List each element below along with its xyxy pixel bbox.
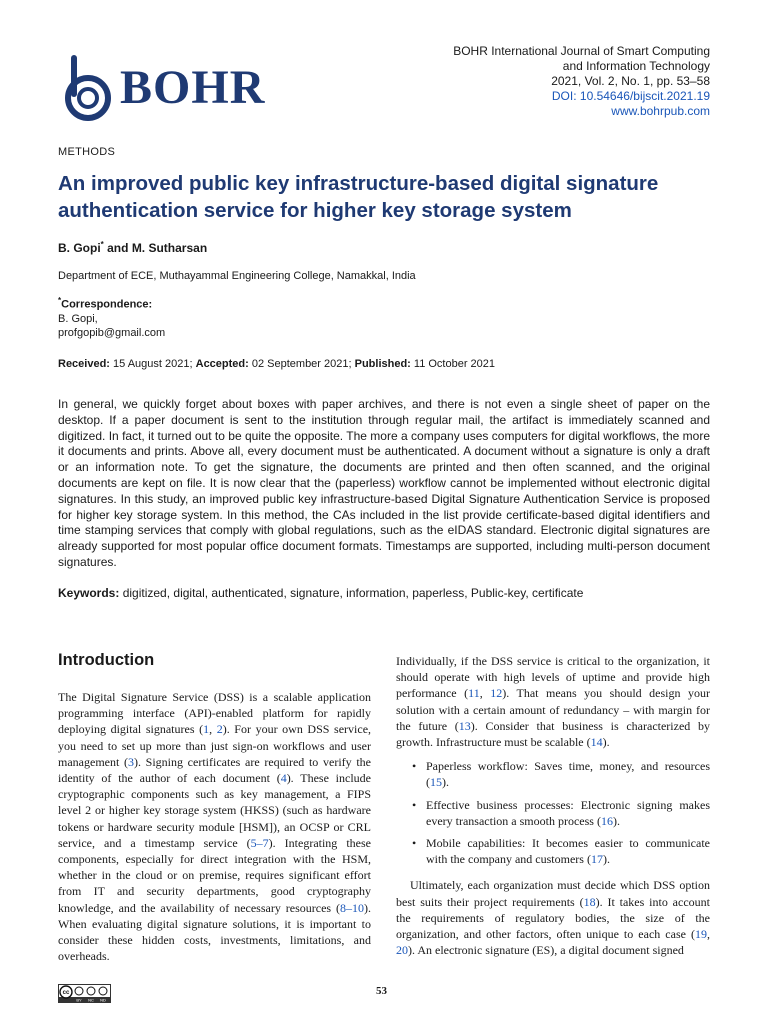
correspondence-mark: * — [58, 296, 62, 305]
journal-name-line1: BOHR International Journal of Smart Computing — [453, 44, 710, 58]
benefit-list — [396, 758, 710, 867]
citation-link[interactable]: 5–7 — [250, 835, 269, 850]
accepted-date: 02 September 2021; — [248, 358, 355, 370]
correspondence-label: Correspondence: — [61, 298, 153, 311]
keywords-text: digitized, digital, authenticated, signature, information, paperless, Public-key, certificate — [119, 586, 584, 600]
journal-name-line2: and Information Technology — [562, 59, 710, 73]
bullet-icon: • — [412, 797, 417, 812]
body-text: , — [209, 722, 217, 737]
published-label: Published: — [354, 358, 411, 370]
keywords-label: Keywords: — [58, 586, 120, 600]
svg-text:cc: cc — [62, 990, 70, 996]
citation-link[interactable]: 13 — [458, 718, 471, 733]
doi-link[interactable]: DOI: 10.54646/bijscit.2021.19 — [551, 89, 710, 103]
paragraph — [396, 877, 710, 958]
list-item — [396, 797, 710, 829]
svg-text:BY: BY — [76, 997, 82, 1003]
article-title: An improved public key infrastructure-based digital signature authentication service for higher key storage system — [58, 172, 659, 222]
citation-link[interactable]: 8–10 — [340, 900, 364, 915]
list-item-text-end: ). — [612, 813, 620, 828]
citation-link[interactable]: 12 — [490, 686, 503, 701]
body-text: ). An electronic signature (ES), a digital document signed — [408, 943, 684, 958]
author-list — [58, 240, 207, 255]
citation-link[interactable]: 17 — [590, 852, 603, 867]
abstract: In general, we quickly forget about boxes with paper archives, and there is not even a single sheet of paper on the desktop. If a paper document is sent to the institution through regular mail, the artifact is immediately scanned and digitized. In fact, it turned out to be quite the opposite. The more a company uses computers for digital workflows, the more it documents and prints. Above all, every document must be authenticated. A document without a signature is only a draft or an information note. To get the signature, the documents are printed and then often scanned, and the original documents are kept on file. It is now clear that the (paperless) workflow cannot be implemented without electronic digital signatures. In this study, an improved public key infrastructure-based Digital Signature Authentication Service is proposed for higher key storage system. In this method, the CAs included in the list provide certificate-based digital identifiers and time stamping services that comply with global regulations, such as the eIDAS standard. Electronic digital signatures are already supported for most popular office document formats. Timestamps are supported, including multi-person document signatures. — [58, 397, 710, 569]
body-text: ). For your own DSS service, you need to set up more than just sign-on workflows and user management ( — [58, 722, 372, 769]
list-item-text-end: ). — [602, 852, 610, 867]
cc-by-nc-nd-icon — [58, 984, 111, 1003]
publication-dates — [58, 358, 495, 370]
citation-link[interactable]: 3 — [127, 754, 134, 769]
corresponding-mark: * — [100, 240, 104, 249]
keywords — [58, 586, 710, 600]
bullet-icon: • — [412, 836, 417, 851]
journal-issue: 2021, Vol. 2, No. 1, pp. 53–58 — [551, 74, 710, 88]
publisher-url-link[interactable]: www.bohrpub.com — [611, 104, 710, 118]
svg-text:ND: ND — [100, 997, 106, 1003]
citation-link[interactable]: 19 — [695, 927, 707, 942]
list-item-text: Mobile capabilities: It becomes easier to communicate with the company and customers ( — [426, 836, 710, 867]
citation-link[interactable]: 2 — [216, 722, 223, 737]
correspondence-name: B. Gopi, — [58, 312, 98, 325]
citation-link[interactable]: 15 — [430, 775, 442, 790]
list-item-text: Effective business processes: Electronic signing makes every transaction a smooth process ( — [426, 797, 710, 828]
section-heading-introduction: Introduction — [58, 651, 155, 669]
list-item — [396, 758, 710, 790]
affiliation: Department of ECE, Muthayammal Engineering College, Namakkal, India — [58, 270, 416, 282]
bohr-logo-icon — [58, 54, 114, 124]
body-text: The Digital Signature Service (DSS) is a scalable application programming interface (API)-enabled platform for rapidly deploying digital signatures ( — [58, 690, 371, 737]
citation-link[interactable]: 11 — [468, 686, 480, 701]
citation-link[interactable]: 18 — [583, 894, 596, 909]
intro-left-column — [58, 689, 371, 964]
citation-link[interactable]: 4 — [280, 771, 287, 786]
list-item — [396, 835, 710, 867]
received-date: 15 August 2021; — [109, 358, 196, 370]
published-date: 11 October 2021 — [410, 358, 496, 370]
body-text: ). That means you should design your solution with a certain amount of redundancy – with margin for the future ( — [396, 686, 711, 733]
body-text: ). Consider that business is characterized by growth. Infrastructure must be scalable ( — [396, 718, 710, 750]
accepted-label: Accepted: — [195, 358, 249, 370]
list-item-text-end: ). — [442, 775, 449, 790]
body-text: ). — [602, 735, 610, 750]
body-text: ). These include cryptographic components such as key management, a FIPS level 2 or higher key storage system (HKSS) (such as hardware tokens or hardware security module [HSM]), an OCSP or CRL service, and a timestamp service ( — [58, 771, 371, 850]
received-label: Received: — [58, 358, 110, 370]
intro-right-column — [396, 653, 710, 958]
cc-license-badge[interactable] — [58, 984, 111, 1003]
section-label: METHODS — [58, 146, 116, 158]
journal-info — [350, 44, 710, 119]
author-separator: and — [103, 241, 132, 255]
publisher-logo — [58, 54, 278, 124]
correspondence-block — [58, 294, 165, 340]
correspondence-email[interactable]: profgopib@gmail.com — [58, 326, 166, 339]
body-text: Individually, if the DSS service is critical to the organization, it should operate with high levels of uptime and provide high performance ( — [396, 654, 710, 701]
author-2: M. Sutharsan — [131, 241, 208, 255]
svg-text:NC: NC — [88, 997, 94, 1003]
body-text: ). It takes into account the requirements of regulatory bodies, the size of the organization, and other factors, often unique to each case ( — [396, 894, 710, 942]
citation-link[interactable]: 14 — [590, 735, 603, 750]
list-item-text: Paperless workflow: Saves time, money, and resources ( — [426, 759, 710, 790]
body-text: ). When evaluating digital signature solutions, it is important to consider these hidden costs, investments, limitations, and overheads. — [58, 900, 371, 964]
page-number: 53 — [376, 985, 387, 997]
body-text: , — [479, 686, 491, 701]
body-text: Ultimately, each organization must decide which DSS option best suits their project requirements ( — [396, 878, 710, 909]
author-1: B. Gopi — [58, 241, 101, 255]
citation-link[interactable]: 1 — [203, 722, 210, 737]
body-text: ). Integrating these components, especially for direct integration with the HSM, whether in the cloud or on premise, requires significant effort from IT and security departments, good cryptography knowledge, and the availability of necessary resources ( — [58, 835, 371, 915]
citation-link[interactable]: 16 — [600, 813, 613, 828]
logo-wordmark: BOHR — [120, 61, 266, 114]
bullet-icon: • — [412, 759, 417, 774]
citation-link[interactable]: 20 — [396, 943, 408, 958]
body-text: , — [707, 927, 710, 942]
paragraph — [396, 653, 710, 750]
body-text: ). Signing certificates are required to verify the identity of the author of each document ( — [58, 754, 371, 786]
